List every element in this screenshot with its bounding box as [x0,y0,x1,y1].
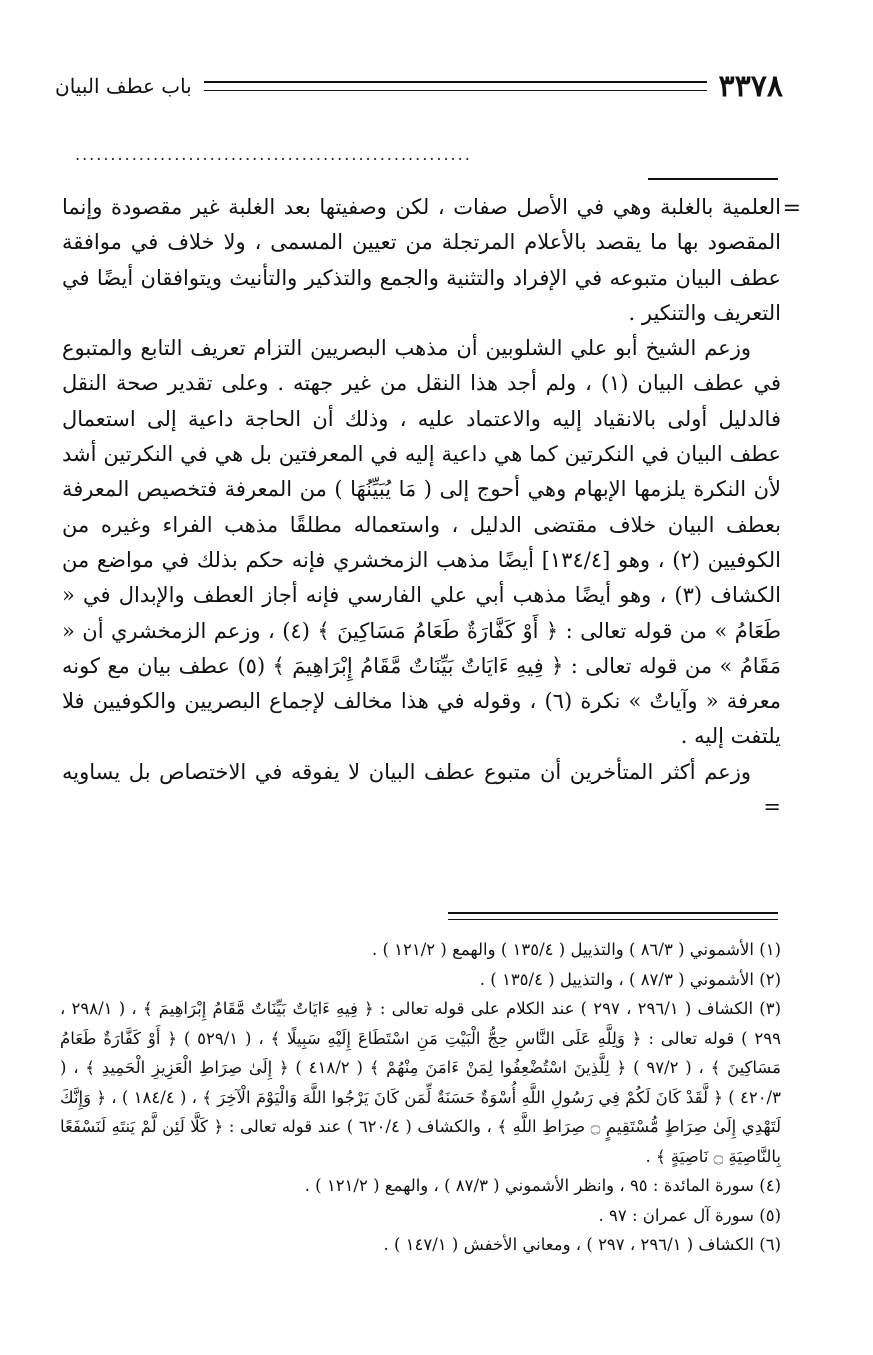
paragraph: العلمية بالغلبة وهي في الأصل صفات ، لكن وصفيتها بعد الغلبة غير مقصودة وإنما المقصود بها ما يقصد بالأعلام المرتجلة من تعيين المسمى ، ولا خلاف في موافقة عطف البيان متبوعه في الإفراد والتثنية والجمع والتذكير والتأنيث ويتوافقان أيضًا في التعريف والتنكير . [62,195,781,325]
footnotes [60,935,781,1260]
paragraph: وزعم الشيخ أبو علي الشلوبين أن مذهب البصريين التزام تعريف التابع والمتبوع في عطف البيان (١) ، ولم أجد هذا النقل من غير جهته . وعلى تقدير صحة النقل فالدليل أولى بالانقياد إليه والاعتماد عليه ، وذلك أن الحاجة داعية إلى استعمال عطف البيان في النكرتين كما هي داعية إليه في المعرفتين بل هي في النكرتين أشد لأن النكرة يلزمها الإبهام وهي أحوج إلى ( مَا يُبَيِّنُهَا ) من المعرفة فتخصيص المعرفة بعطف البيان خلاف مقتضى الدليل ، واستعماله مطلقًا مذهب الفراء وغيره من الكوفيين (٢) ، وهو [١٣٤/٤] أيضًا مذهب الزمخشري فإنه حكم بذلك في مواضع من الكشاف (٣) ، وهو أيضًا مذهب أبي علي الفارسي فإنه أجاز العطف والإبدال في « طَعَامُ » من قوله تعالى : ﴿ أَوْ كَفَّارَةٌ طَعَامُ مَسَاكِينَ ﴾ (٤) ، وزعم الزمخشري أن « مَقَامُ » من قوله تعالى : ﴿ فِيهِ ءَايَاتٌ بَيِّنَاتٌ مَّقَامُ إِبْرَاهِيمَ ﴾ (٥) عطف بيان مع كونه معرفة « وآياتٌ » نكرة (٦) ، وقوله في هذا مخالف لإجماع البصريين والكوفيين فلا يلتفت إليه . [62,336,782,749]
footnote: (٥) سورة آل عمران : ٩٧ . [598,1205,781,1225]
header-rule [204,81,707,91]
page-header [55,66,783,106]
paragraph: وزعم أكثر المتأخرين أن متبوع عطف البيان لا يفوقه في الاختصاص بل يساويه = [62,759,781,820]
footnote: (١) الأشموني ( ٨٦/٣ ) والتذييل ( ١٣٥/٤ ) والهمع ( ١٢١/٢ ) . [371,940,781,959]
footnote: (٣) الكشاف ( ٢٩٦/١ ، ٢٩٧ ) عند الكلام على قوله تعالى : ﴿ فِيهِ ءَايَاتٌ بَيِّنَاتٌ مَّقَامُ إِبْرَاهِيمَ ﴾ ، ( ٢٩٨/١ ، ٢٩٩ ) قوله تعالى : ﴿ وَلِلَّهِ عَلَى النَّاسِ حِجُّ الْبَيْتِ مَنِ اسْتَطَاعَ إِلَيْهِ سَبِيلًا ﴾ ، ( ٥٢٩/١ ) ﴿ أَوْ كَفَّارَةٌ طَعَامُ مَسَاكِينَ ﴾ ، ( ٩٧/٢ ) ﴿ لِلَّذِينَ اسْتُضْعِفُوا لِمَنْ ءَامَنَ مِنْهُمْ ﴾ ( ٤١٨/٢ ) ﴿ إِلَىٰ صِرَاطِ الْعَزِيزِ الْحَمِيدِ ﴾ ، ( ٤٢٠/٣ ) ﴿ لَّقَدْ كَانَ لَكُمْ فِي رَسُولِ اللَّهِ أُسْوَةٌ حَسَنَةٌ لِّمَن كَانَ يَرْجُوا اللَّهَ وَالْيَوْمَ الْآخِرَ ﴾ ، ( ١٨٤/٤ ) ، ﴿ وَإِنَّكَ لَتَهْدِي إِلَىٰ صِرَاطٍ مُّسْتَقِيمٍ ۝ صِرَاطِ اللَّهِ ﴾ ، والكشاف ( ٦٢٠/٤ ) عند قوله تعالى : ﴿ كَلَّا لَئِن لَّمْ يَنتَهِ لَنَسْفَعًا بِالنَّاصِيَةِ ۝ نَاصِيَةٍ ﴾ . [60,999,781,1166]
chapter-title: باب عطف البيان [55,74,192,98]
footnote-rule [448,912,778,920]
continuation-marker-top: = [782,196,801,221]
footnote: (٤) سورة المائدة : ٩٥ ، وانظر الأشموني ( ٨٧/٣ ) ، والهمع ( ١٢١/٢ ) . [304,1176,781,1195]
section-rule [648,178,778,180]
ellipsis-dots: ........................................................ [75,145,472,164]
page-number: ٣٣٧٨ [718,68,783,104]
footnote: (٦) الكشاف ( ٢٩٦/١ ، ٢٩٧ ) ، ومعاني الأخفش ( ١٤٧/١ ) . [383,1235,781,1254]
footnote: (٢) الأشموني ( ٨٧/٣ ) ، والتذييل ( ١٣٥/٤ ) . [479,969,781,989]
main-text [62,190,781,825]
